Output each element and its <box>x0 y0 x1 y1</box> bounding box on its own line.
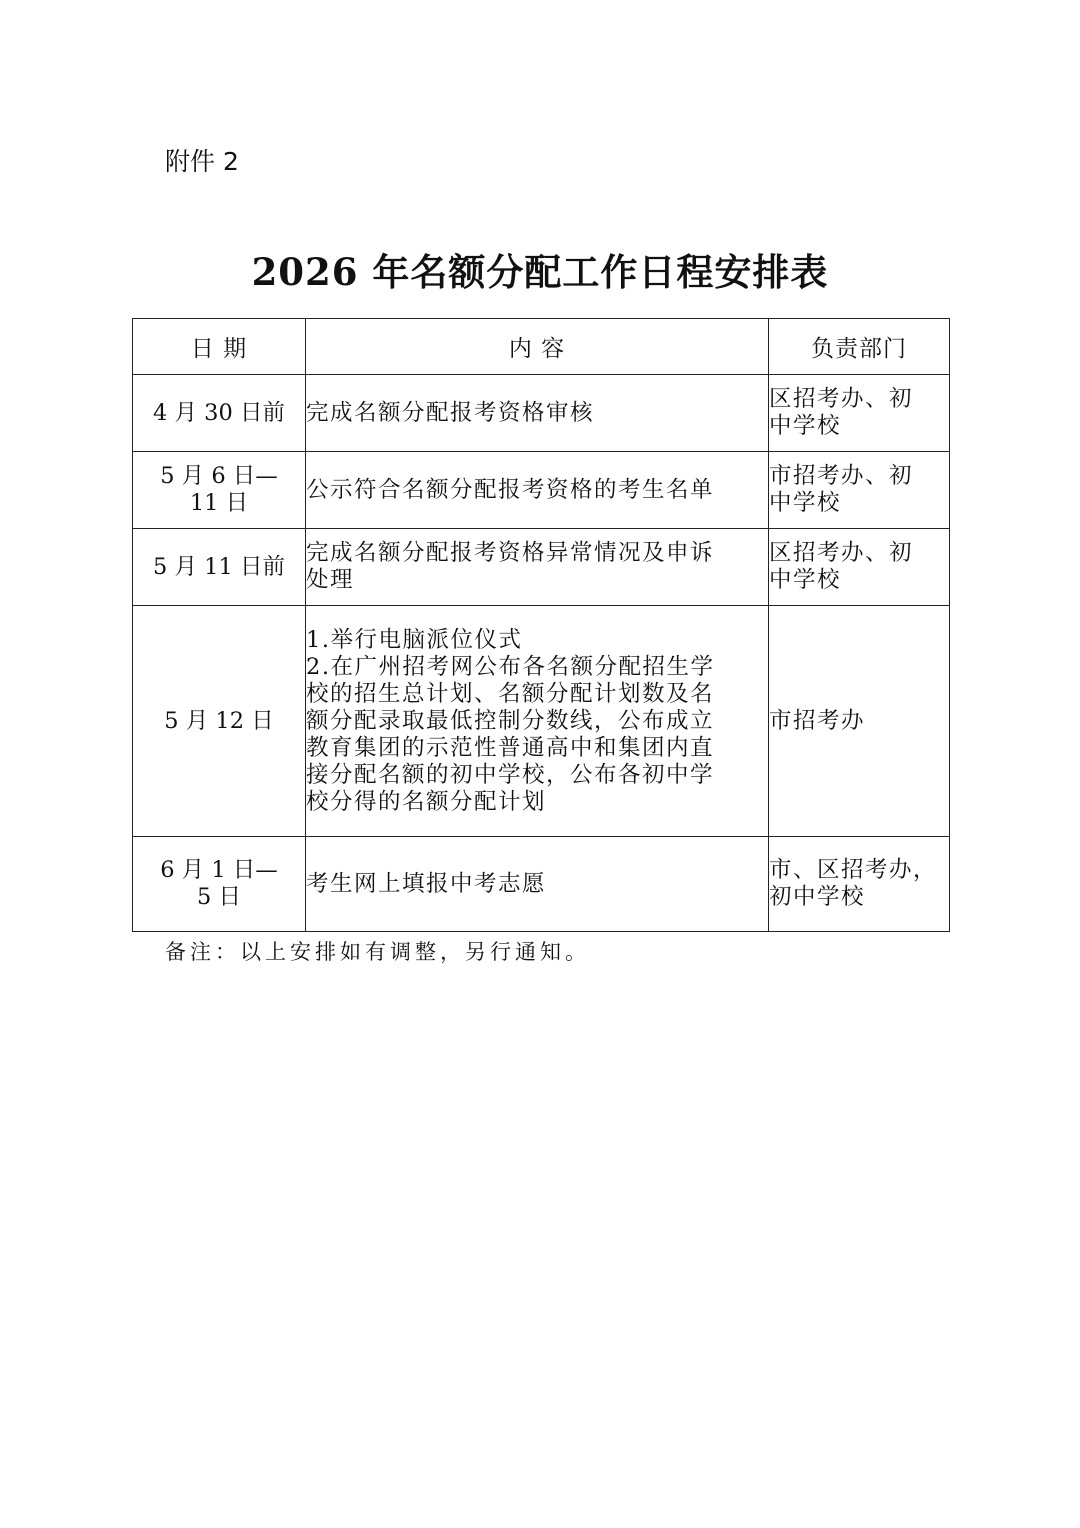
content-cell <box>306 837 769 932</box>
date-text: 5 日 <box>197 884 241 910</box>
header-content: 内 容 <box>306 319 769 375</box>
attachment-label: 附件 2 <box>165 147 239 176</box>
date-text: 5 月 12 日 <box>164 707 274 734</box>
department-text: 区招考办、初 <box>769 540 914 566</box>
content-text: 教育集团的示范性普通高中和集团内直 <box>306 734 715 761</box>
footnote: 备注：以上安排如有调整，另行通知。 <box>165 940 590 964</box>
content-cell <box>306 606 769 837</box>
header-date: 日 期 <box>133 319 306 375</box>
department-cell <box>769 375 950 452</box>
table-row <box>133 529 950 606</box>
date-text: 11 日 <box>189 490 249 516</box>
department-cell <box>769 452 950 529</box>
department-text: 市招考办、初 <box>769 463 914 489</box>
content-text: 校分得的名额分配计划 <box>306 788 547 815</box>
date-text: 6 月 1 日— <box>160 857 278 883</box>
department-text: 区招考办、初 <box>769 386 914 412</box>
date-cell <box>133 452 306 529</box>
table-row <box>133 606 950 837</box>
department-text: 市招考办 <box>769 707 866 734</box>
table-row <box>133 375 950 452</box>
department-text: 市、区招考办， <box>769 857 938 883</box>
table-row <box>133 452 950 529</box>
department-cell <box>769 606 950 837</box>
content-text: 校的招生总计划、名额分配计划数及名 <box>306 680 715 707</box>
content-text: 完成名额分配报考资格异常情况及申诉 <box>306 540 715 566</box>
date-text: 4 月 30 日前 <box>153 399 285 426</box>
table-row <box>133 837 950 932</box>
date-cell <box>133 375 306 452</box>
content-text: 完成名额分配报考资格审核 <box>306 399 595 426</box>
department-text: 中学校 <box>769 413 842 439</box>
content-cell <box>306 452 769 529</box>
date-text: 5 月 11 日前 <box>153 553 285 580</box>
content-text: 1.举行电脑派位仪式 <box>306 626 523 653</box>
content-text: 处理 <box>306 567 355 593</box>
content-text: 额分配录取最低控制分数线，公布成立 <box>306 707 715 734</box>
date-text: 5 月 6 日— <box>160 463 278 489</box>
content-cell <box>306 375 769 452</box>
department-text: 中学校 <box>769 490 842 516</box>
department-cell <box>769 529 950 606</box>
date-cell <box>133 606 306 837</box>
content-text: 接分配名额的初中学校，公布各初中学 <box>306 761 715 788</box>
content-text: 考生网上填报中考志愿 <box>306 870 547 897</box>
department-text: 中学校 <box>769 567 842 593</box>
table-header-row <box>133 319 950 375</box>
schedule-table <box>132 318 950 932</box>
department-text: 初中学校 <box>769 884 866 910</box>
content-text: 2.在广州招考网公布各名额分配招生学 <box>306 653 715 680</box>
content-text: 公示符合名额分配报考资格的考生名单 <box>306 476 715 503</box>
header-department: 负责部门 <box>769 319 950 375</box>
department-cell <box>769 837 950 932</box>
date-cell <box>133 529 306 606</box>
date-cell <box>133 837 306 932</box>
content-cell <box>306 529 769 606</box>
page-title: 2026 年名额分配工作日程安排表 <box>251 250 829 294</box>
